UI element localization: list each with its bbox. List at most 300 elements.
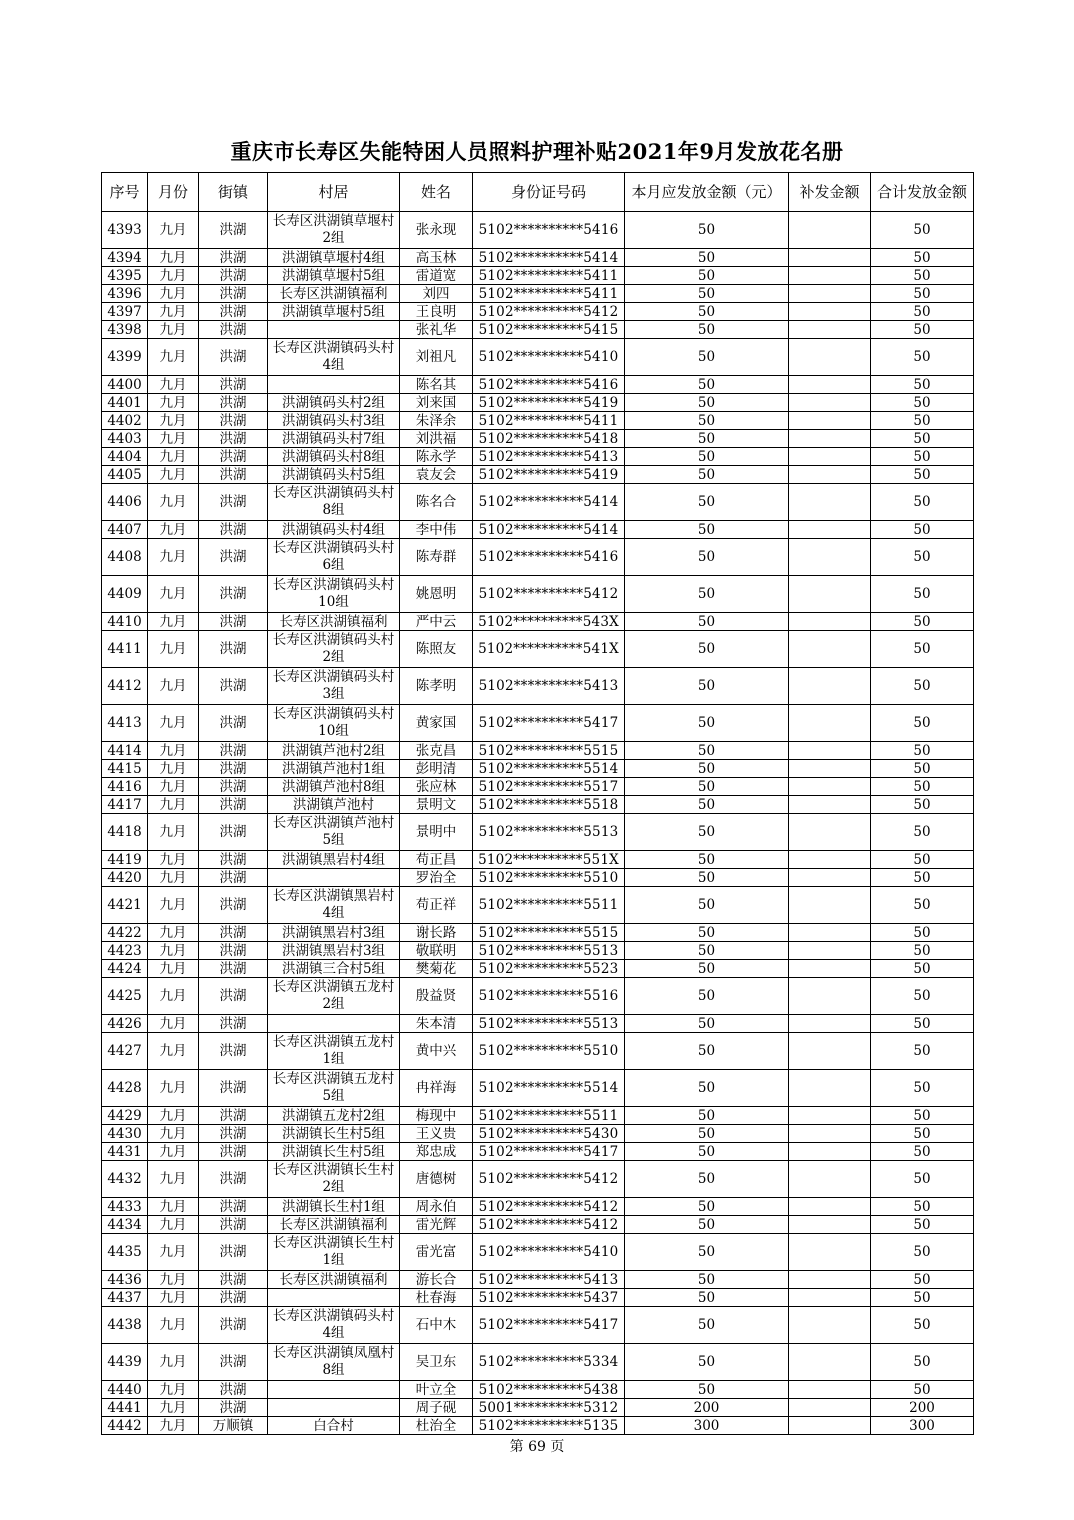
cell-id: 5102**********5515: [473, 742, 625, 760]
cell-town: 洪湖: [199, 1307, 268, 1344]
cell-id: 5102**********5419: [473, 466, 625, 484]
cell-total: 50: [871, 705, 974, 742]
cell-month: 九月: [148, 267, 199, 285]
cell-name: 周子砚: [400, 1399, 473, 1417]
col-header-month: 月份: [148, 173, 199, 212]
cell-town: 洪湖: [199, 760, 268, 778]
table-row: [102, 430, 974, 448]
table-row: [102, 484, 974, 521]
cell-no: 4416: [102, 778, 148, 796]
cell-id: 5102**********5412: [473, 1216, 625, 1234]
cell-no: 4415: [102, 760, 148, 778]
cell-month: 九月: [148, 412, 199, 430]
cell-amount: 50: [625, 321, 789, 339]
cell-amount: 50: [625, 484, 789, 521]
cell-name: 朱本清: [400, 1015, 473, 1033]
cell-village: 洪湖镇草堰村4组: [268, 249, 400, 267]
cell-month: 九月: [148, 576, 199, 613]
cell-amount: 50: [625, 1198, 789, 1216]
cell-town: 洪湖: [199, 303, 268, 321]
cell-extra: [789, 1381, 871, 1399]
cell-id: 5102**********5416: [473, 212, 625, 249]
cell-total: 50: [871, 1344, 974, 1381]
cell-extra: [789, 960, 871, 978]
cell-id: 5102**********5514: [473, 1070, 625, 1107]
cell-no: 4403: [102, 430, 148, 448]
cell-total: 50: [871, 1381, 974, 1399]
cell-extra: [789, 978, 871, 1015]
table-row: [102, 1344, 974, 1381]
cell-town: 洪湖: [199, 1033, 268, 1070]
table-row: [102, 1015, 974, 1033]
cell-village: 洪湖镇码头村7组: [268, 430, 400, 448]
cell-month: 九月: [148, 285, 199, 303]
cell-id: 5102**********5410: [473, 1234, 625, 1271]
table-row: [102, 412, 974, 430]
cell-name: 雷光辉: [400, 1216, 473, 1234]
cell-name: 石中木: [400, 1307, 473, 1344]
cell-amount: 50: [625, 760, 789, 778]
cell-extra: [789, 1107, 871, 1125]
cell-name: 敬联明: [400, 942, 473, 960]
cell-town: 洪湖: [199, 869, 268, 887]
cell-village: [268, 869, 400, 887]
cell-village: 长寿区洪湖镇码头村10组: [268, 576, 400, 613]
table-row: [102, 942, 974, 960]
cell-no: 4401: [102, 394, 148, 412]
cell-amount: 50: [625, 1381, 789, 1399]
page-number: 第 69 页: [509, 1439, 565, 1455]
cell-total: 50: [871, 1143, 974, 1161]
cell-id: 5102**********5410: [473, 339, 625, 376]
cell-id: 5102**********5438: [473, 1381, 625, 1399]
cell-no: 4399: [102, 339, 148, 376]
table-row: [102, 1125, 974, 1143]
cell-extra: [789, 814, 871, 851]
cell-extra: [789, 1307, 871, 1344]
cell-name: 陈永学: [400, 448, 473, 466]
cell-extra: [789, 796, 871, 814]
cell-no: 4411: [102, 631, 148, 668]
cell-month: 九月: [148, 668, 199, 705]
cell-total: 50: [871, 814, 974, 851]
roster-body: [102, 212, 974, 1435]
table-row: [102, 1216, 974, 1234]
cell-town: 洪湖: [199, 978, 268, 1015]
cell-id: 5102**********5517: [473, 778, 625, 796]
table-row: [102, 1107, 974, 1125]
cell-amount: 50: [625, 631, 789, 668]
cell-name: 张礼华: [400, 321, 473, 339]
cell-no: 4427: [102, 1033, 148, 1070]
cell-no: 4393: [102, 212, 148, 249]
cell-amount: 50: [625, 267, 789, 285]
cell-extra: [789, 484, 871, 521]
cell-total: 50: [871, 339, 974, 376]
cell-village: 白合村: [268, 1417, 400, 1435]
cell-village: 洪湖镇芦池村2组: [268, 742, 400, 760]
cell-total: 50: [871, 1198, 974, 1216]
cell-name: 景明中: [400, 814, 473, 851]
cell-no: 4410: [102, 613, 148, 631]
cell-town: 洪湖: [199, 412, 268, 430]
cell-no: 4436: [102, 1271, 148, 1289]
cell-amount: 50: [625, 778, 789, 796]
cell-month: 九月: [148, 1216, 199, 1234]
table-row: [102, 576, 974, 613]
col-header-village: 村居: [268, 173, 400, 212]
cell-name: 陈名合: [400, 484, 473, 521]
cell-no: 4404: [102, 448, 148, 466]
cell-town: 洪湖: [199, 285, 268, 303]
cell-month: 九月: [148, 1289, 199, 1307]
cell-id: 5102**********5414: [473, 249, 625, 267]
cell-total: 50: [871, 448, 974, 466]
cell-month: 九月: [148, 1198, 199, 1216]
cell-id: 5102**********5412: [473, 576, 625, 613]
cell-month: 九月: [148, 521, 199, 539]
cell-extra: [789, 1234, 871, 1271]
cell-village: 长寿区洪湖镇长生村1组: [268, 1234, 400, 1271]
table-row: [102, 631, 974, 668]
table-row: [102, 960, 974, 978]
cell-month: 九月: [148, 212, 199, 249]
cell-name: 陈孝明: [400, 668, 473, 705]
cell-id: 5102**********5135: [473, 1417, 625, 1435]
cell-total: 50: [871, 1161, 974, 1198]
cell-extra: [789, 887, 871, 924]
cell-village: 长寿区洪湖镇码头村6组: [268, 539, 400, 576]
cell-total: 50: [871, 539, 974, 576]
cell-name: 梅现中: [400, 1107, 473, 1125]
cell-total: 50: [871, 1033, 974, 1070]
cell-no: 4402: [102, 412, 148, 430]
table-row: [102, 321, 974, 339]
cell-amount: 50: [625, 1015, 789, 1033]
table-row: [102, 705, 974, 742]
cell-extra: [789, 212, 871, 249]
cell-total: 50: [871, 1271, 974, 1289]
cell-town: 洪湖: [199, 267, 268, 285]
cell-extra: [789, 1161, 871, 1198]
cell-town: 洪湖: [199, 796, 268, 814]
cell-name: 陈寿群: [400, 539, 473, 576]
table-row: [102, 924, 974, 942]
cell-village: 长寿区洪湖镇福利: [268, 1271, 400, 1289]
cell-id: 5102**********541X: [473, 631, 625, 668]
cell-extra: [789, 1216, 871, 1234]
table-row: [102, 978, 974, 1015]
cell-id: 5102**********5414: [473, 484, 625, 521]
cell-name: 唐德树: [400, 1161, 473, 1198]
cell-amount: 50: [625, 924, 789, 942]
cell-town: 洪湖: [199, 887, 268, 924]
roster-table: [101, 172, 974, 1435]
cell-amount: 200: [625, 1399, 789, 1417]
cell-no: 4428: [102, 1070, 148, 1107]
cell-no: 4394: [102, 249, 148, 267]
cell-month: 九月: [148, 1344, 199, 1381]
cell-month: 九月: [148, 887, 199, 924]
cell-village: 洪湖镇芦池村: [268, 796, 400, 814]
cell-name: 黄家国: [400, 705, 473, 742]
cell-extra: [789, 285, 871, 303]
cell-id: 5102**********5412: [473, 1161, 625, 1198]
cell-town: 洪湖: [199, 668, 268, 705]
cell-name: 谢长路: [400, 924, 473, 942]
cell-extra: [789, 394, 871, 412]
cell-month: 九月: [148, 960, 199, 978]
cell-amount: 50: [625, 394, 789, 412]
cell-village: 洪湖镇码头村4组: [268, 521, 400, 539]
cell-extra: [789, 778, 871, 796]
cell-village: 长寿区洪湖镇五龙村2组: [268, 978, 400, 1015]
table-row: [102, 376, 974, 394]
cell-month: 九月: [148, 705, 199, 742]
cell-village: 洪湖镇黑岩村4组: [268, 851, 400, 869]
cell-name: 游长合: [400, 1271, 473, 1289]
cell-village: 洪湖镇草堰村5组: [268, 267, 400, 285]
cell-total: 50: [871, 285, 974, 303]
cell-no: 4421: [102, 887, 148, 924]
table-row: [102, 212, 974, 249]
cell-month: 九月: [148, 1143, 199, 1161]
cell-id: 5102**********5411: [473, 285, 625, 303]
cell-total: 50: [871, 1015, 974, 1033]
cell-id: 5102**********5419: [473, 394, 625, 412]
cell-town: 洪湖: [199, 705, 268, 742]
col-header-amount: 本月应发放金额（元）: [625, 173, 789, 212]
cell-amount: 50: [625, 576, 789, 613]
cell-amount: 50: [625, 668, 789, 705]
cell-month: 九月: [148, 760, 199, 778]
cell-total: 50: [871, 796, 974, 814]
cell-name: 冉祥海: [400, 1070, 473, 1107]
cell-town: 洪湖: [199, 960, 268, 978]
cell-amount: 50: [625, 1143, 789, 1161]
cell-amount: 50: [625, 212, 789, 249]
col-header-extra: 补发金额: [789, 173, 871, 212]
cell-no: 4420: [102, 869, 148, 887]
cell-no: 4406: [102, 484, 148, 521]
cell-id: 5102**********5516: [473, 978, 625, 1015]
cell-no: 4400: [102, 376, 148, 394]
cell-extra: [789, 303, 871, 321]
table-row: [102, 1381, 974, 1399]
cell-id: 5102**********5411: [473, 267, 625, 285]
table-row: [102, 1271, 974, 1289]
col-header-id: 身份证号码: [473, 173, 625, 212]
cell-total: 50: [871, 631, 974, 668]
cell-extra: [789, 430, 871, 448]
cell-no: 4429: [102, 1107, 148, 1125]
cell-month: 九月: [148, 1125, 199, 1143]
cell-month: 九月: [148, 869, 199, 887]
cell-month: 九月: [148, 466, 199, 484]
cell-no: 4395: [102, 267, 148, 285]
col-header-name: 姓名: [400, 173, 473, 212]
cell-total: 50: [871, 376, 974, 394]
cell-name: 朱泽余: [400, 412, 473, 430]
cell-amount: 50: [625, 942, 789, 960]
cell-village: 长寿区洪湖镇码头村3组: [268, 668, 400, 705]
cell-village: [268, 1381, 400, 1399]
cell-total: 50: [871, 742, 974, 760]
cell-amount: 50: [625, 1289, 789, 1307]
cell-town: 洪湖: [199, 484, 268, 521]
cell-name: 苟正祥: [400, 887, 473, 924]
header-row: [102, 173, 974, 212]
cell-town: 洪湖: [199, 466, 268, 484]
table-row: [102, 796, 974, 814]
cell-id: 5102**********5412: [473, 1198, 625, 1216]
cell-name: 袁友会: [400, 466, 473, 484]
cell-no: 4441: [102, 1399, 148, 1417]
cell-month: 九月: [148, 1417, 199, 1435]
col-header-no: 序号: [102, 173, 148, 212]
cell-no: 4438: [102, 1307, 148, 1344]
cell-id: 5102**********551X: [473, 851, 625, 869]
cell-amount: 50: [625, 869, 789, 887]
cell-amount: 50: [625, 1125, 789, 1143]
cell-total: 50: [871, 1125, 974, 1143]
cell-village: 洪湖镇草堰村5组: [268, 303, 400, 321]
cell-month: 九月: [148, 1161, 199, 1198]
cell-no: 4431: [102, 1143, 148, 1161]
cell-extra: [789, 466, 871, 484]
cell-extra: [789, 1015, 871, 1033]
cell-month: 九月: [148, 1307, 199, 1344]
cell-no: 4433: [102, 1198, 148, 1216]
cell-village: 洪湖镇码头村8组: [268, 448, 400, 466]
cell-month: 九月: [148, 448, 199, 466]
cell-id: 5102**********5412: [473, 303, 625, 321]
cell-village: [268, 1289, 400, 1307]
cell-month: 九月: [148, 778, 199, 796]
cell-name: 殷益贤: [400, 978, 473, 1015]
cell-id: 5102**********5417: [473, 1143, 625, 1161]
cell-town: 洪湖: [199, 942, 268, 960]
cell-month: 九月: [148, 394, 199, 412]
table-row: [102, 887, 974, 924]
cell-amount: 50: [625, 448, 789, 466]
cell-month: 九月: [148, 539, 199, 576]
cell-extra: [789, 521, 871, 539]
cell-town: 洪湖: [199, 576, 268, 613]
cell-id: 5102**********5413: [473, 668, 625, 705]
cell-total: 50: [871, 212, 974, 249]
cell-month: 九月: [148, 814, 199, 851]
cell-no: 4430: [102, 1125, 148, 1143]
cell-town: 洪湖: [199, 1125, 268, 1143]
cell-village: 长寿区洪湖镇码头村4组: [268, 1307, 400, 1344]
col-header-town: 街镇: [199, 173, 268, 212]
cell-month: 九月: [148, 339, 199, 376]
cell-total: 50: [871, 1216, 974, 1234]
table-row: [102, 742, 974, 760]
table-row: [102, 303, 974, 321]
cell-amount: 50: [625, 412, 789, 430]
table-row: [102, 339, 974, 376]
table-row: [102, 466, 974, 484]
cell-village: [268, 376, 400, 394]
cell-total: 50: [871, 1070, 974, 1107]
cell-name: 陈照友: [400, 631, 473, 668]
cell-amount: 50: [625, 1033, 789, 1070]
cell-no: 4407: [102, 521, 148, 539]
cell-village: [268, 1015, 400, 1033]
cell-amount: 50: [625, 466, 789, 484]
cell-village: 洪湖镇黑岩村3组: [268, 942, 400, 960]
cell-month: 九月: [148, 924, 199, 942]
cell-total: 50: [871, 576, 974, 613]
table-row: [102, 267, 974, 285]
cell-total: 50: [871, 1234, 974, 1271]
cell-id: 5102**********5413: [473, 1271, 625, 1289]
cell-amount: 50: [625, 1271, 789, 1289]
cell-amount: 50: [625, 978, 789, 1015]
cell-name: 张永现: [400, 212, 473, 249]
cell-village: 洪湖镇码头村5组: [268, 466, 400, 484]
cell-amount: 50: [625, 613, 789, 631]
cell-extra: [789, 448, 871, 466]
cell-id: 5102**********5437: [473, 1289, 625, 1307]
table-row: [102, 539, 974, 576]
cell-town: 洪湖: [199, 394, 268, 412]
cell-total: 50: [871, 1307, 974, 1344]
cell-extra: [789, 668, 871, 705]
cell-month: 九月: [148, 851, 199, 869]
cell-id: 5102**********543X: [473, 613, 625, 631]
cell-no: 4417: [102, 796, 148, 814]
cell-town: 洪湖: [199, 1143, 268, 1161]
cell-month: 九月: [148, 631, 199, 668]
cell-village: 洪湖镇芦池村8组: [268, 778, 400, 796]
cell-village: 洪湖镇码头村2组: [268, 394, 400, 412]
cell-total: 50: [871, 267, 974, 285]
cell-total: 50: [871, 760, 974, 778]
cell-extra: [789, 339, 871, 376]
cell-id: 5102**********5511: [473, 1107, 625, 1125]
cell-no: 4414: [102, 742, 148, 760]
cell-town: 洪湖: [199, 1161, 268, 1198]
cell-extra: [789, 742, 871, 760]
cell-extra: [789, 1399, 871, 1417]
table-row: [102, 1198, 974, 1216]
cell-id: 5102**********5416: [473, 376, 625, 394]
cell-town: 洪湖: [199, 1107, 268, 1125]
cell-id: 5102**********5430: [473, 1125, 625, 1143]
cell-name: 刘四: [400, 285, 473, 303]
cell-month: 九月: [148, 1070, 199, 1107]
cell-id: 5102**********5415: [473, 321, 625, 339]
table-row: [102, 521, 974, 539]
cell-village: 长寿区洪湖镇草堰村2组: [268, 212, 400, 249]
cell-month: 九月: [148, 1271, 199, 1289]
cell-id: 5102**********5523: [473, 960, 625, 978]
cell-total: 50: [871, 778, 974, 796]
cell-total: 50: [871, 978, 974, 1015]
table-row: [102, 613, 974, 631]
cell-town: 洪湖: [199, 778, 268, 796]
cell-name: 郑忠成: [400, 1143, 473, 1161]
cell-total: 50: [871, 394, 974, 412]
cell-total: 50: [871, 1289, 974, 1307]
cell-total: 50: [871, 321, 974, 339]
cell-extra: [789, 1271, 871, 1289]
cell-no: 4408: [102, 539, 148, 576]
cell-no: 4439: [102, 1344, 148, 1381]
